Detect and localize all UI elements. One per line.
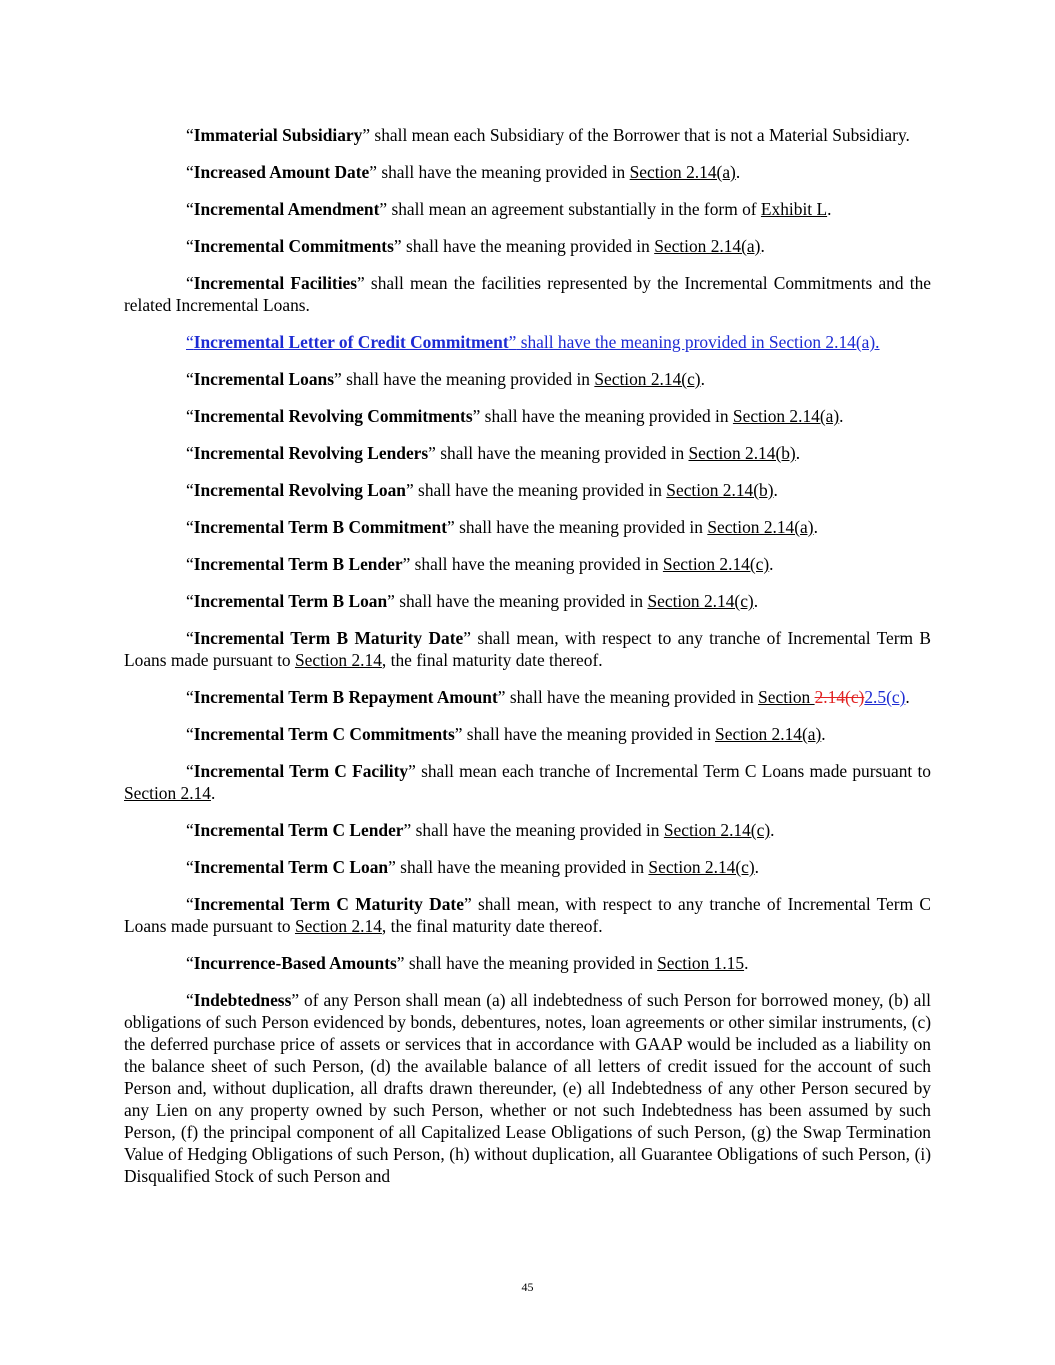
definition-incremental-term-c-maturity-date: “Incremental Term C Maturity Date” shall mean, with respect to any tranche of Incremental Term C Loans made pursuant to Section 2.14, the final maturity date thereof. — [124, 894, 931, 936]
definition-text-end: . — [753, 591, 759, 611]
defined-term: Incremental Term C Commitments — [193, 724, 455, 744]
definition-indebtedness: “Indebtedness” of any Person shall mean (a) all indebtedness of such Person for borrowed money, (b) all obligations of such Person evidenced by bonds, debentures, notes, loan agreements or other similar instruments, (c) the deferred purchase price of assets or services that in accordance with GAAP would be included as a liability on the balance sheet of such Person, (d) the available balance of all letters of credit issued for the account of such Person and, without duplication, all drafts drawn thereunder, (e) all Indebtedness of any other Person secured by any Lien on any property owned by such Person, whether or not such Indebtedness has been assumed by such Person, (f) the principal component of all Capitalized Lease Obligations of such Person, (g) the Swap Termination Value of Hedging Obligations of such Person, (h) without duplication, all Guarantee Obligations of such Person, (i) Disqualified Stock of such Person and — [124, 990, 931, 1186]
definition-text: shall have the meaning provided in — [413, 480, 667, 500]
section-reference: Section 2.14(b) — [688, 443, 796, 463]
definition-text: shall have the meaning provided in — [411, 820, 664, 840]
definition-text: shall have the meaning provided in — [394, 591, 648, 611]
document-page — [124, 124, 931, 1202]
definition-text-end: . — [827, 199, 832, 219]
definition-text: shall mean, with respect to any tranche of Incremental Term B Loans made pursuant to — [124, 628, 931, 670]
definition-incremental-term-b-loan: “Incremental Term B Loan” shall have the meaning provided in Section 2.14(c). — [186, 591, 759, 611]
defined-term: Incremental Term B Loan — [193, 591, 388, 611]
definition-incremental-facilities: “Incremental Facilities” shall mean the facilities represented by the Incremental Commitments and the related Incremental Loans. — [124, 273, 931, 315]
definition-text-end: . — [744, 953, 749, 973]
defined-term: Incremental Term C Lender — [193, 820, 404, 840]
defined-term: Indebtedness — [193, 990, 292, 1010]
definition-increased-amount-date: “Increased Amount Date” shall have the meaning provided in Section 2.14(a). — [186, 162, 741, 182]
section-reference: Section — [758, 687, 815, 707]
definition-incremental-revolving-loan: “Incremental Revolving Loan” shall have the meaning provided in Section 2.14(b). — [186, 480, 778, 500]
definition-text: shall have the meaning provided in — [401, 236, 655, 256]
definition-text: shall have the meaning provided in — [376, 162, 630, 182]
definition-incremental-revolving-lenders: “Incremental Revolving Lenders” shall have the meaning provided in Section 2.14(b). — [186, 443, 801, 463]
definition-text-end: . — [700, 369, 705, 389]
definition-text-end: , the final maturity date thereof. — [381, 650, 603, 670]
page-number: 45 — [521, 1280, 534, 1294]
definition-text-end: . — [754, 857, 760, 877]
definition-text-end: . — [839, 406, 844, 426]
definition-incremental-commitments: “Incremental Commitments” shall have the meaning provided in Section 2.14(a). — [186, 236, 765, 256]
section-reference: Section 2.14(c) — [663, 820, 771, 840]
definition-incremental-term-c-lender: “Incremental Term C Lender” shall have the meaning provided in Section 2.14(c). — [186, 820, 775, 840]
inserted-reference: 2.5(c) — [864, 687, 906, 707]
section-reference: Section 2.14 — [294, 916, 382, 936]
definition-text: of any Person shall mean (a) all indebtedness of such Person for borrowed money, (b) all obligations of such Person evidenced by bonds, debentures, notes, loan agreements or other similar instruments, (c) the deferred purchase price of assets or services that in accordance with GAAP would be included as a liability on the balance sheet of such Person, (d) the available balance of all letters of credit issued for the account of such Person and, without duplication, all drafts drawn thereunder, (e) all Indebtedness of any other Person secured by any Lien on any property owned by such Person, whether or not such Indebtedness has been assumed by such Person, (f) the principal component of all Capitalized Lease Obligations of such Person, (g) the Swap Termination Value of Hedging Obligations of such Person, (h) without duplication, all Guarantee Obligations of such Person, (i) Disqualified Stock of such Person and — [124, 990, 931, 1186]
definition-incremental-loans: “Incremental Loans” shall have the meaning provided in Section 2.14(c). — [186, 369, 705, 389]
definition-text: shall mean the facilities represented by the Incremental Commitments and the related Incremental Loans. — [124, 273, 931, 315]
definition-text-end: . — [769, 554, 774, 574]
definition-incremental-amendment: “Incremental Amendment” shall mean an agreement substantially in the form of Exhibit L. — [186, 199, 832, 219]
definition-incremental-term-b-maturity-date: “Incremental Term B Maturity Date” shall mean, with respect to any tranche of Incremental Term B Loans made pursuant to Section 2.14, the final maturity date thereof. — [124, 628, 931, 670]
section-reference: Section 2.14(a) — [629, 162, 736, 182]
definition-text-end: . — [905, 687, 910, 707]
definition-text: shall have the meaning provided in — [395, 857, 649, 877]
section-reference: Section 2.14 — [124, 783, 211, 803]
section-reference: Section 2.14(a) — [715, 724, 822, 744]
exhibit-reference: Exhibit L — [760, 199, 828, 219]
definition-text-end: . — [813, 517, 818, 537]
definition-text: shall mean each tranche of Incremental Term C Loans made pursuant to — [415, 761, 931, 781]
definition-incremental-term-b-commitment: “Incremental Term B Commitment” shall have the meaning provided in Section 2.14(a). — [186, 517, 818, 537]
definition-text: shall have the meaning provided in Section 2.14(a). — [516, 332, 880, 352]
defined-term: Incremental Letter of Credit Commitment — [193, 332, 509, 352]
definition-text-end: . — [821, 724, 826, 744]
section-reference: Section 2.14(c) — [594, 369, 701, 389]
defined-term: Incremental Term C Facility — [193, 761, 409, 781]
defined-term: Immaterial Subsidiary — [193, 125, 363, 145]
defined-term: Incremental Commitments — [193, 236, 394, 256]
deleted-reference: 2.14(c) — [814, 687, 865, 707]
defined-term: Incremental Revolving Lenders — [193, 443, 429, 463]
definition-text-end: . — [770, 820, 775, 840]
definition-immaterial-subsidiary: “Immaterial Subsidiary” shall mean each Subsidiary of the Borrower that is not a Material Subsidiary. — [186, 125, 910, 145]
definition-text: shall have the meaning provided in — [410, 554, 663, 574]
defined-term: Incremental Term B Commitment — [193, 517, 447, 537]
definition-incurrence-based-amounts: “Incurrence-Based Amounts” shall have the meaning provided in Section 1.15. — [186, 953, 749, 973]
section-reference: Section 2.14(a) — [707, 517, 814, 537]
definition-incremental-term-c-commitments: “Incremental Term C Commitments” shall have the meaning provided in Section 2.14(a). — [186, 724, 826, 744]
definition-text-end: . — [760, 236, 765, 256]
defined-term: Incremental Term B Maturity Date — [193, 628, 464, 648]
definition-text: shall have the meaning provided in — [454, 517, 708, 537]
section-reference: Section 2.14(a) — [732, 406, 840, 426]
defined-term: Incremental Term B Lender — [193, 554, 403, 574]
section-reference: Section 1.15 — [657, 953, 745, 973]
definition-text: shall have the meaning provided in — [435, 443, 689, 463]
defined-term: Incurrence-Based Amounts — [193, 953, 397, 973]
definition-incremental-letter-of-credit-commitment-inserted: “Incremental Letter of Credit Commitment” shall have the meaning provided in Section 2.14(a). — [186, 332, 880, 352]
section-reference: Section 2.14(c) — [647, 591, 754, 611]
defined-term: Incremental Loans — [193, 369, 334, 389]
definition-incremental-revolving-commitments: “Incremental Revolving Commitments” shall have the meaning provided in Section 2.14(a). — [186, 406, 844, 426]
defined-term: Incremental Term B Repayment Amount — [193, 687, 498, 707]
definition-text: shall have the meaning provided in — [505, 687, 759, 707]
definition-text: shall have the meaning provided in — [462, 724, 716, 744]
section-reference: Section 2.14(b) — [666, 480, 774, 500]
definition-text: shall have the meaning provided in — [480, 406, 733, 426]
defined-term: Incremental Facilities — [193, 273, 358, 293]
definition-text-end: . — [735, 162, 741, 182]
definition-incremental-term-b-lender: “Incremental Term B Lender” shall have the meaning provided in Section 2.14(c). — [186, 554, 774, 574]
definition-incremental-term-c-loan: “Incremental Term C Loan” shall have the meaning provided in Section 2.14(c). — [186, 857, 760, 877]
definition-text-end: . — [795, 443, 801, 463]
defined-term: Incremental Term C Maturity Date — [193, 894, 464, 914]
definition-text: shall have the meaning provided in — [404, 953, 658, 973]
definition-text-end: . — [773, 480, 778, 500]
section-reference: Section 2.14(a) — [654, 236, 761, 256]
defined-term: Incremental Revolving Loan — [193, 480, 406, 500]
definition-incremental-term-b-repayment-amount: “Incremental Term B Repayment Amount” shall have the meaning provided in Section 2.14(c)2.5(c). — [186, 687, 910, 707]
section-reference: Section 2.14 — [294, 650, 382, 670]
definition-text-end: , the final maturity date thereof. — [381, 916, 603, 936]
definition-text: shall mean, with respect to any tranche of Incremental Term C Loans made pursuant to — [124, 894, 931, 936]
definition-text: shall mean each Subsidiary of the Borrower that is not a Material Subsidiary. — [370, 125, 910, 145]
definition-text: shall mean an agreement substantially in the form of — [387, 199, 761, 219]
defined-term: Incremental Amendment — [193, 199, 380, 219]
section-reference: Section 2.14(c) — [648, 857, 755, 877]
section-reference: Section 2.14(c) — [662, 554, 770, 574]
definition-text-end: . — [210, 783, 216, 803]
definition-incremental-term-c-facility: “Incremental Term C Facility” shall mean each tranche of Incremental Term C Loans made pursuant to Section 2.14. — [124, 761, 931, 803]
defined-term: Incremental Revolving Commitments — [193, 406, 473, 426]
defined-term: Incremental Term C Loan — [193, 857, 389, 877]
definition-text: shall have the meaning provided in — [341, 369, 595, 389]
defined-term: Increased Amount Date — [193, 162, 370, 182]
